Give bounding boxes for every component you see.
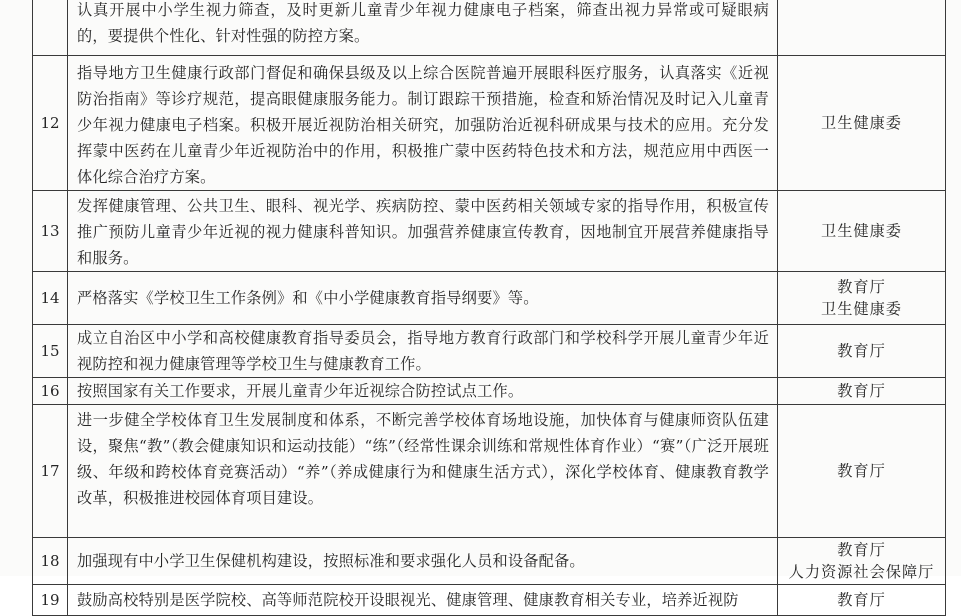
row-number: 13 [33,191,68,272]
row-content: 加强现有中小学卫生保健机构建设，按照标准和要求强化人员和设备配备。 [68,538,778,585]
department-name: 教育厅 [837,462,886,480]
row-content: 发挥健康管理、公共卫生、眼科、视光学、疾病防控、蒙中医药相关领域专家的指导作用，积极宣传推广预防儿童青少年近视的视力健康科普知识。加强营养健康宣传教育，因地制宜开展营养健康指导和服务。 [68,191,778,272]
table-row [33,325,946,378]
department-name: 教育厅 [837,541,886,559]
row-department [778,538,946,585]
department-name: 卫生健康委 [821,300,902,318]
row-content: 按照国家有关工作要求，开展儿童青少年近视综合防控试点工作。 [68,378,778,405]
table-row [33,538,946,585]
row-number: 12 [33,56,68,191]
department-name: 卫生健康委 [821,114,902,132]
row-department [778,405,946,538]
department-name: 人力资源社会保障厅 [788,563,935,581]
table-row [33,272,946,325]
task-table [32,0,946,616]
table-row [33,0,946,56]
table-row [33,378,946,405]
row-department [778,378,946,405]
row-department [778,0,946,56]
row-number: 14 [33,272,68,325]
row-number: 15 [33,325,68,378]
row-department [778,325,946,378]
department-name: 卫生健康委 [821,222,902,240]
row-content: 成立自治区中小学和高校健康教育指导委员会，指导地方教育行政部门和学校科学开展儿童青少年近视防控和视力健康管理等学校卫生与健康教育工作。 [68,325,778,378]
row-department [778,191,946,272]
department-name: 教育厅 [837,591,886,609]
table-row [33,585,946,616]
row-content: 指导地方卫生健康行政部门督促和确保县级及以上综合医院普遍开展眼科医疗服务，认真落实《近视防治指南》等诊疗规范，提高眼健康服务能力。制订跟踪干预措施，检查和矫治情况及时记入儿童青少年视力健康电子档案。积极开展近视防治相关研究，加强防治近视科研成果与技术的应用。充分发挥蒙中医药在儿童青少年近视防治中的作用，积极推广蒙中医药特色技术和方法，规范应用中西医一体化综合治疗方案。 [68,56,778,191]
department-name: 教育厅 [837,342,886,360]
row-content: 进一步健全学校体育卫生发展制度和体系，不断完善学校体育场地设施，加快体育与健康师资队伍建设，聚焦“教”（教会健康知识和运动技能）“练”（经常性课余训练和常规性体育作业）“赛”（广泛开展班级、年级和跨校体育竞赛活动）“养”（养成健康行为和健康生活方式），深化学校体育、健康教育教学改革，积极推进校园体育项目建设。 [68,405,778,538]
department-name: 教育厅 [837,382,886,400]
row-content: 鼓励高校特别是医学院校、高等师范院校开设眼视光、健康管理、健康教育相关专业，培养近视防 [68,585,778,616]
row-department [778,272,946,325]
row-content: 认真开展中小学生视力筛查，及时更新儿童青少年视力健康电子档案，筛查出视力异常或可疑眼病的，要提供个性化、针对性强的防控方案。 [68,0,778,56]
row-number: 17 [33,405,68,538]
row-number: 16 [33,378,68,405]
row-department [778,585,946,616]
table-row [33,191,946,272]
row-number: 19 [33,585,68,616]
department-name: 教育厅 [837,278,886,296]
row-content: 严格落实《学校卫生工作条例》和《中小学健康教育指导纲要》等。 [68,272,778,325]
table-row [33,56,946,191]
row-department [778,56,946,191]
table-row [33,405,946,538]
row-number [33,0,68,56]
row-number: 18 [33,538,68,585]
